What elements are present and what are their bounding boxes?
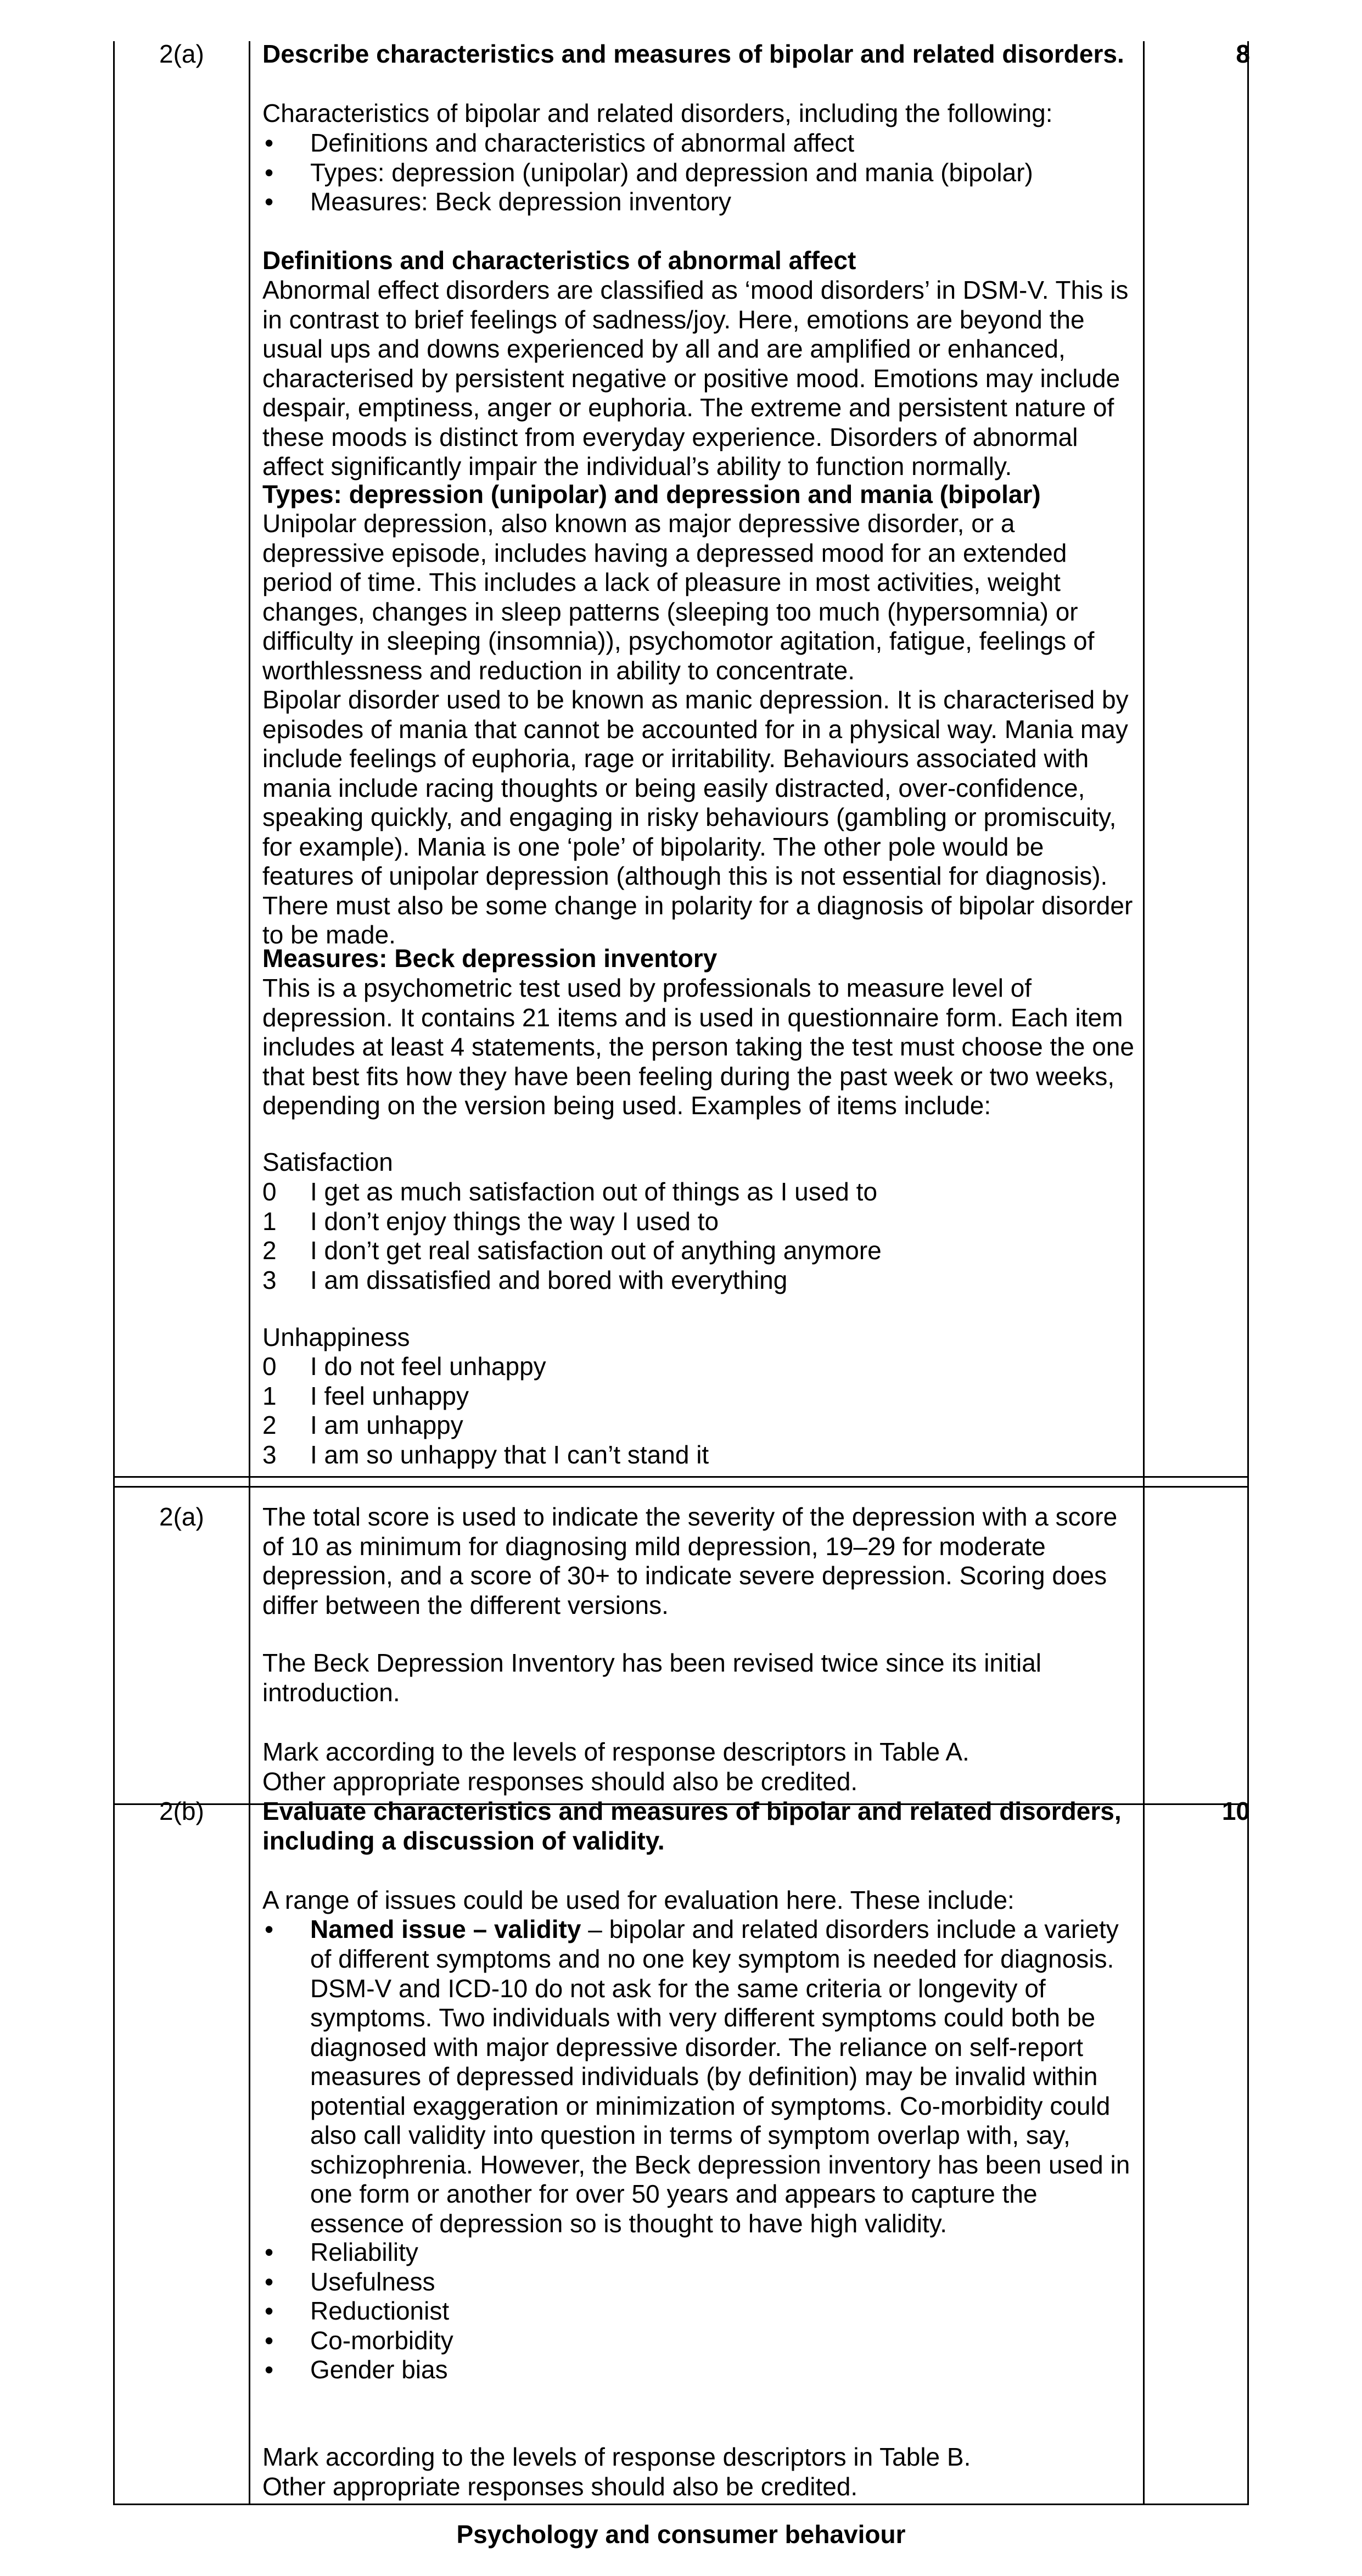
text-line: includes at least 4 statements, the person taking the test must choose the one xyxy=(262,1032,1134,1061)
intro-text: A range of issues could be used for evaluation here. These include: xyxy=(262,1886,1015,1914)
text-line: Mark according to the levels of response descriptors in Table B. xyxy=(262,2443,971,2471)
text-line: The Beck Depression Inventory has been revised twice since its initial xyxy=(262,1649,1042,1677)
bullet-glyph: • xyxy=(265,2238,274,2266)
bullet-item: Measures: Beck depression inventory xyxy=(310,187,732,216)
item-statement: I get as much satisfaction out of things as I used to xyxy=(310,1177,878,1206)
section-heading-measures: Measures: Beck depression inventory xyxy=(262,944,718,973)
text-line: one form or another for over 50 years and appears to capture the xyxy=(310,2180,1038,2208)
named-issue-first-text: – bipolar and related disorders include a variety xyxy=(581,1915,1119,1943)
marks-value: 10 xyxy=(1221,1797,1250,1825)
table-border-right xyxy=(1247,41,1249,2505)
text-line: these moods is distinct from everyday experience. Disorders of abnormal xyxy=(262,422,1078,451)
table-bottom-border xyxy=(113,2504,1249,2505)
item-score: 1 xyxy=(262,1381,277,1410)
bullet-glyph: • xyxy=(265,1915,274,1943)
bullet-item: Usefulness xyxy=(310,2267,435,2296)
bullet-item: Types: depression (unipolar) and depression and mania (bipolar) xyxy=(310,158,1033,187)
table-divider-marks xyxy=(1143,41,1145,2505)
bullet-glyph: • xyxy=(265,2355,274,2384)
text-line: introduction. xyxy=(262,1678,400,1707)
item-statement: I am dissatisfied and bored with everything xyxy=(310,1265,788,1294)
text-line: Mark according to the levels of response descriptors in Table A. xyxy=(262,1737,969,1766)
row2-top-border xyxy=(113,1486,1249,1488)
text-line: symptoms. Two individuals with very different symptoms could both be xyxy=(310,2003,1096,2032)
item-statement: I don’t enjoy things the way I used to xyxy=(310,1206,719,1236)
text-line: include feelings of euphoria, rage or irritability. Behaviours associated with xyxy=(262,744,1089,773)
text-line: There must also be some change in polarity for a diagnosis of bipolar disorder xyxy=(262,891,1133,920)
page-footer: Psychology and consumer behaviour xyxy=(456,2520,906,2549)
bullet-glyph: • xyxy=(265,187,274,216)
item-score: 3 xyxy=(262,1265,277,1294)
text-line: depression, and a score of 30+ to indicate severe depression. Scoring does xyxy=(262,1561,1107,1590)
item-statement: I do not feel unhappy xyxy=(310,1352,546,1381)
text-line: potential exaggeration or minimization of symptoms. Co-morbidity could xyxy=(310,2091,1111,2120)
item-title-satisfaction: Satisfaction xyxy=(262,1148,393,1176)
text-line: worthlessness and reduction in ability to concentrate. xyxy=(262,656,855,685)
text-line: in contrast to brief feelings of sadness/joy. Here, emotions are beyond the xyxy=(262,305,1085,334)
text-line: depression. It contains 21 items and is used in questionnaire form. Each item xyxy=(262,1003,1123,1032)
text-line: to be made. xyxy=(262,920,396,949)
item-score: 0 xyxy=(262,1177,277,1206)
row1-bottom-border xyxy=(113,1476,1249,1478)
text-line: of different symptoms and no one key symptom is needed for diagnosis. xyxy=(310,1944,1114,1973)
text-line: DSM-V and ICD-10 do not ask for the same criteria or longevity of xyxy=(310,1974,1046,2003)
text-line: period of time. This includes a lack of pleasure in most activities, weight xyxy=(262,568,1061,596)
item-score: 0 xyxy=(262,1352,277,1381)
text-line: essence of depression so is thought to have high validity. xyxy=(310,2209,948,2238)
text-line: affect significantly impair the individual’s ability to function normally. xyxy=(262,452,1012,480)
text-line: mania include racing thoughts or being easily distracted, over-confidence, xyxy=(262,773,1085,802)
table-border-left xyxy=(113,41,115,2505)
named-issue-first-line xyxy=(310,1915,1119,1944)
text-line: including a discussion of validity. xyxy=(262,1826,665,1855)
named-issue-label: Named issue – validity xyxy=(310,1915,581,1943)
question-number: 2(b) xyxy=(159,1797,204,1825)
text-line: Evaluate characteristics and measures of bipolar and related disorders, xyxy=(262,1797,1122,1825)
bullet-glyph: • xyxy=(265,158,274,187)
text-line: that best fits how they have been feeling during the past week or two weeks, xyxy=(262,1061,1115,1091)
table-divider-question xyxy=(249,41,250,2505)
bullet-item: Gender bias xyxy=(310,2355,448,2384)
bullet-glyph: • xyxy=(265,2296,274,2325)
item-statement: I don’t get real satisfaction out of anything anymore xyxy=(310,1236,882,1265)
item-score: 2 xyxy=(262,1236,277,1265)
text-line: Abnormal effect disorders are classified as ‘mood disorders’ in DSM-V. This is xyxy=(262,276,1129,304)
question-number: 2(a) xyxy=(159,40,204,68)
item-score: 3 xyxy=(262,1440,277,1469)
item-score: 2 xyxy=(262,1411,277,1439)
text-line: Unipolar depression, also known as major depressive disorder, or a xyxy=(262,509,1015,538)
question-number: 2(a) xyxy=(159,1502,204,1531)
text-line: despair, emptiness, anger or euphoria. The extreme and persistent nature of xyxy=(262,393,1114,422)
item-statement: I feel unhappy xyxy=(310,1381,469,1410)
bullet-item: Co-morbidity xyxy=(310,2326,453,2355)
section-heading-types: Types: depression (unipolar) and depression and mania (bipolar) xyxy=(262,480,1041,509)
text-line: Bipolar disorder used to be known as manic depression. It is characterised by xyxy=(262,685,1129,714)
text-line: differ between the different versions. xyxy=(262,1590,669,1619)
item-title-unhappiness: Unhappiness xyxy=(262,1323,410,1351)
text-line: measures of depressed individuals (by definition) may be invalid within xyxy=(310,2062,1098,2091)
marks-value: 8 xyxy=(1236,40,1250,68)
text-line: schizophrenia. However, the Beck depression inventory has been used in xyxy=(310,2150,1130,2179)
text-line: characterised by persistent negative or positive mood. Emotions may include xyxy=(262,364,1120,393)
text-line: changes, changes in sleep patterns (sleeping too much (hypersomnia) or xyxy=(262,597,1078,626)
text-line: speaking quickly, and engaging in risky behaviours (gambling or promiscuity, xyxy=(262,803,1117,831)
text-line: usual ups and downs experienced by all and are amplified or enhanced, xyxy=(262,334,1066,363)
text-line: The total score is used to indicate the severity of the depression with a score xyxy=(262,1502,1118,1531)
text-line: diagnosed with major depressive disorder. The reliance on self-report xyxy=(310,2032,1084,2061)
item-statement: I am so unhappy that I can’t stand it xyxy=(310,1440,709,1469)
item-score: 1 xyxy=(262,1206,277,1236)
text-line: This is a psychometric test used by professionals to measure level of xyxy=(262,974,1032,1002)
text-line: of 10 as minimum for diagnosing mild depression, 19–29 for moderate xyxy=(262,1532,1046,1561)
bullet-item: Definitions and characteristics of abnormal affect xyxy=(310,128,855,157)
text-line: features of unipolar depression (although this is not essential for diagnosis). xyxy=(262,862,1108,890)
bullet-glyph: • xyxy=(265,128,274,157)
question-heading: Describe characteristics and measures of bipolar and related disorders. xyxy=(262,40,1124,68)
section-heading-abnormal-affect: Definitions and characteristics of abnormal affect xyxy=(262,246,856,275)
text-line: for example). Mania is one ‘pole’ of bipolarity. The other pole would be xyxy=(262,832,1044,861)
text-line: Other appropriate responses should also be credited. xyxy=(262,1767,858,1796)
text-line: difficulty in sleeping (insomnia)), psychomotor agitation, fatigue, feelings of xyxy=(262,627,1095,655)
text-line: Other appropriate responses should also be credited. xyxy=(262,2472,858,2501)
intro-text: Characteristics of bipolar and related disorders, including the following: xyxy=(262,99,1053,127)
bullet-item: Reductionist xyxy=(310,2296,450,2325)
text-line: depressive episode, includes having a depressed mood for an extended xyxy=(262,538,1067,567)
text-line: depending on the version being used. Examples of items include: xyxy=(262,1091,991,1120)
item-statement: I am unhappy xyxy=(310,1411,463,1439)
bullet-glyph: • xyxy=(265,2267,274,2296)
bullet-item: Reliability xyxy=(310,2238,418,2266)
text-line: episodes of mania that cannot be accounted for in a physical way. Mania may xyxy=(262,714,1128,744)
text-line: also call validity into question in terms of symptom overlap with, say, xyxy=(310,2121,1070,2149)
bullet-glyph: • xyxy=(265,2326,274,2355)
